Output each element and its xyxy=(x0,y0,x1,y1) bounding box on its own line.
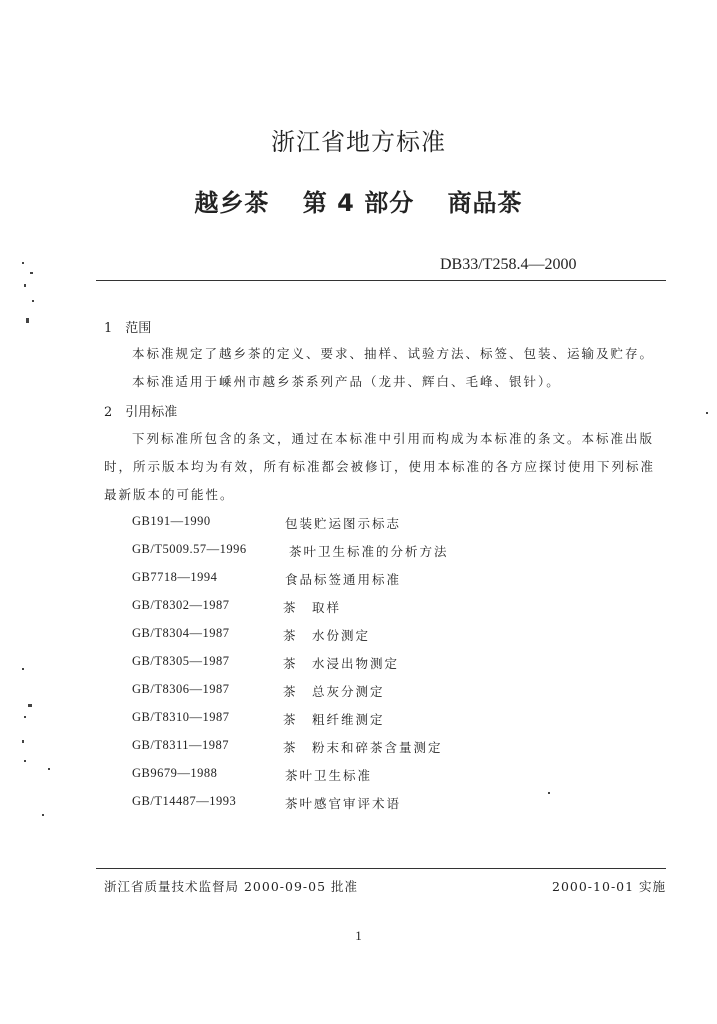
reference-code: GB9679—1988 xyxy=(132,766,218,780)
standard-code: DB33/T258.4—2000 xyxy=(440,256,577,273)
reference-name: 茶 粉末和碎茶含量测定 xyxy=(283,740,443,755)
reference-name: 茶叶卫生标准 xyxy=(285,768,373,783)
section-1-paragraph: 本标准适用于嵊州市越乡茶系列产品（龙井、辉白、毛峰、银针）。 xyxy=(132,374,561,389)
reference-name: 包装贮运图示标志 xyxy=(285,516,402,531)
reference-code: GB191—1990 xyxy=(132,514,211,528)
footer-divider xyxy=(96,868,666,869)
reference-code: GB/T5009.57—1996 xyxy=(132,542,247,556)
section-1-heading: 1 范围 xyxy=(104,321,152,336)
reference-name: 茶 水份测定 xyxy=(283,628,371,643)
reference-name: 茶 总灰分测定 xyxy=(283,684,385,699)
implementation-date: 2000-10-01 实施 xyxy=(552,879,667,894)
reference-name: 茶叶感官审评术语 xyxy=(285,796,402,811)
subtitle-part: 商品茶 xyxy=(447,189,523,217)
standard-title: 浙江省地方标准 xyxy=(271,128,446,156)
reference-code: GB/T8304—1987 xyxy=(132,626,230,640)
reference-code: GB/T8311—1987 xyxy=(132,738,230,752)
section-2-intro-line: 下列标准所包含的条文，通过在本标准中引用而构成为本标准的条文。本标准出版 xyxy=(132,431,655,446)
page-number: 1 xyxy=(355,928,362,943)
header-divider xyxy=(96,280,666,281)
reference-name: 茶叶卫生标准的分析方法 xyxy=(289,544,449,559)
reference-code: GB/T8302—1987 xyxy=(132,598,230,612)
reference-code: GB/T8310—1987 xyxy=(132,710,230,724)
reference-code: GB/T8305—1987 xyxy=(132,654,230,668)
subtitle-part: 第 4 部分 xyxy=(302,189,415,217)
section-2-intro-line: 最新版本的可能性。 xyxy=(104,487,235,502)
reference-name: 茶 粗纤维测定 xyxy=(283,712,385,727)
standard-subtitle xyxy=(0,183,717,218)
section-2-heading: 2 引用标准 xyxy=(104,405,178,420)
reference-name: 茶 取样 xyxy=(283,600,342,615)
approval-note: 浙江省质量技术监督局 2000-09-05 批准 xyxy=(104,879,359,894)
subtitle-part: 越乡茶 xyxy=(194,189,270,217)
reference-code: GB/T14487—1993 xyxy=(132,794,237,808)
reference-name: 食品标签通用标准 xyxy=(285,572,402,587)
reference-name: 茶 水浸出物测定 xyxy=(283,656,400,671)
reference-code: GB/T8306—1987 xyxy=(132,682,230,696)
section-1-paragraph: 本标准规定了越乡茶的定义、要求、抽样、试验方法、标签、包装、运输及贮存。 xyxy=(132,346,655,361)
reference-code: GB7718—1994 xyxy=(132,570,218,584)
section-2-intro-line: 时，所示版本均为有效，所有标准都会被修订，使用本标准的各方应探讨使用下列标准 xyxy=(104,459,656,474)
